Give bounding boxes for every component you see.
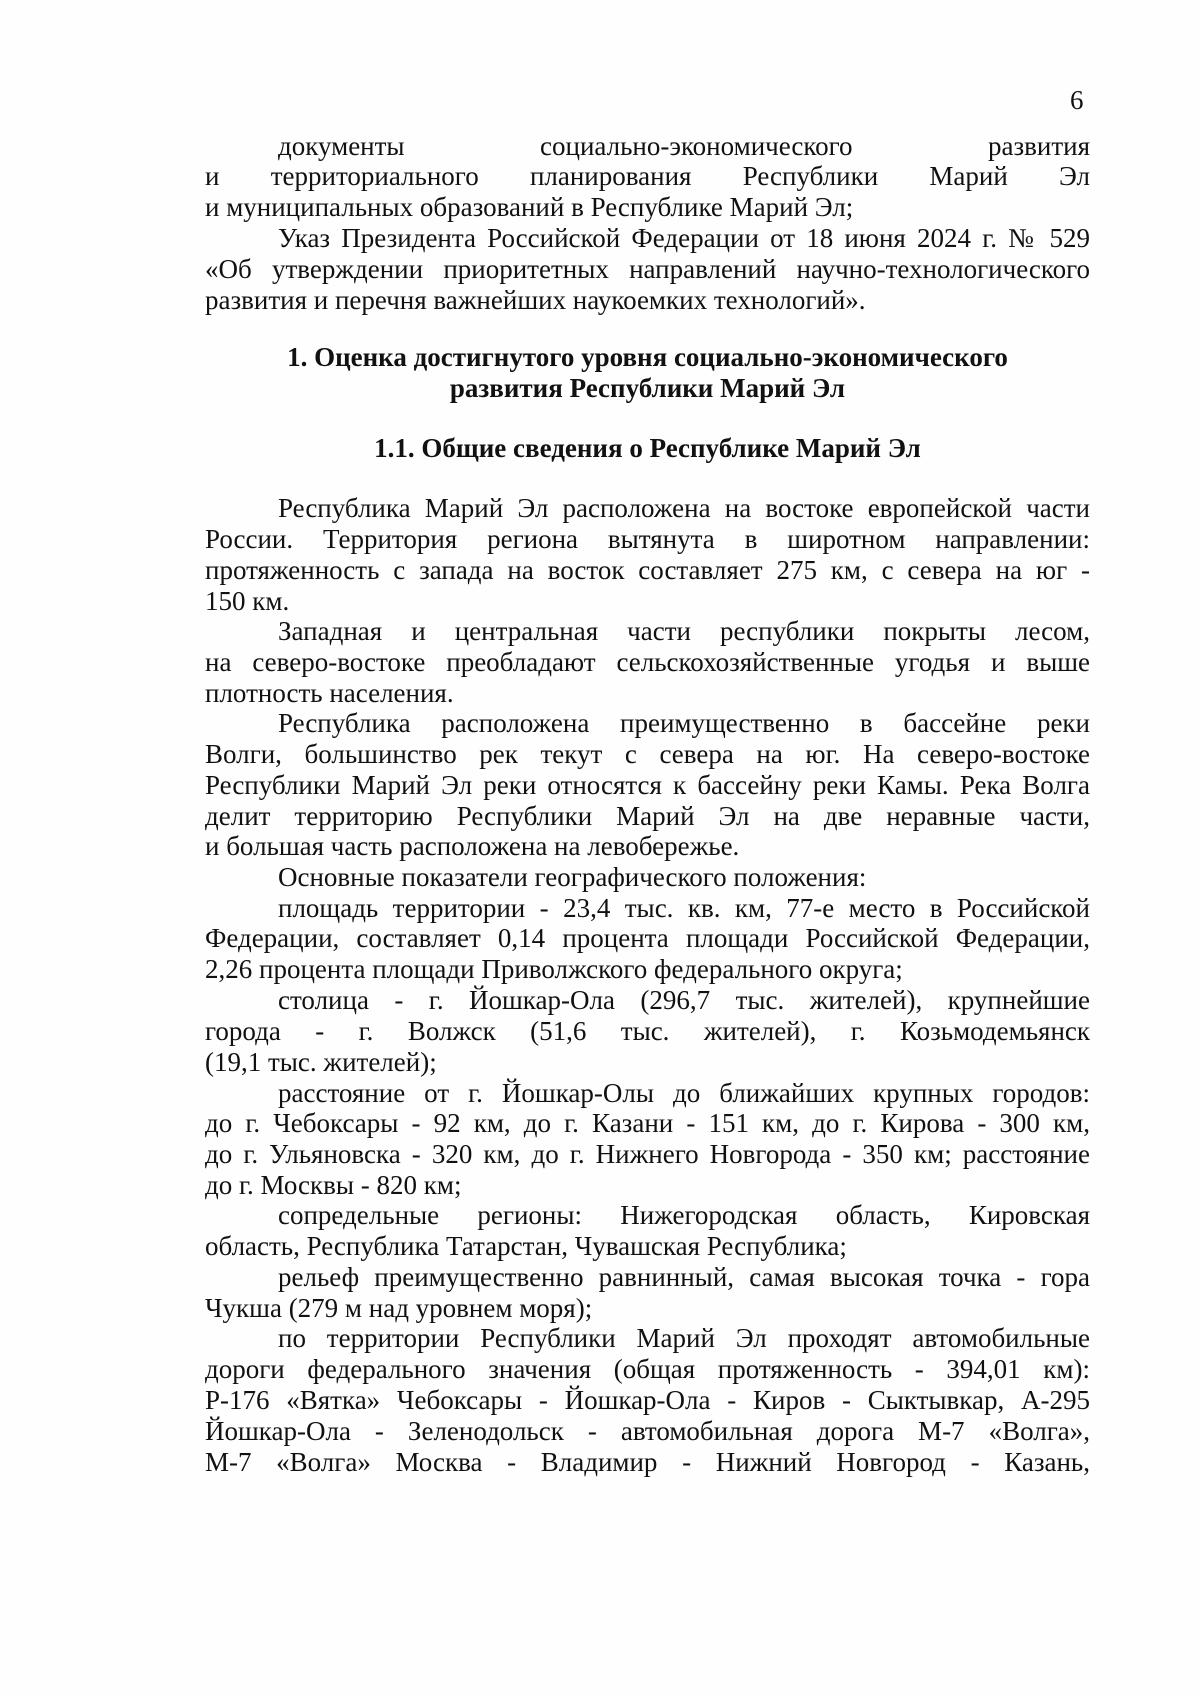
section-title: развития Республики Марий Эл xyxy=(449,373,846,403)
decree-line: «Об утверждении приоритетных направлений научно-технологического xyxy=(205,254,1090,284)
paragraph-line: Республики Марий Эл реки относятся к бассейну реки Камы. Река Волга xyxy=(205,770,1090,800)
paragraph-line: до г. Ульяновска - 320 км, до г. Нижнего Новгорода - 350 км; расстояние xyxy=(205,1139,1090,1169)
page-number: 6 xyxy=(1070,85,1084,115)
paragraph-line: города - г. Волжск (51,6 тыс. жителей), г. Козьмодемьянск xyxy=(205,1016,1090,1046)
paragraph-line: Основные показатели географического положения: xyxy=(278,862,867,892)
paragraph-line: Западная и центральная части республики покрыты лесом, xyxy=(278,616,1090,646)
paragraph-line: Республика Марий Эл расположена на востоке европейской части xyxy=(278,493,1090,523)
paragraph-line: область, Республика Татарстан, Чувашская Республика; xyxy=(205,1231,847,1261)
paragraph-line: плотность населения. xyxy=(205,678,454,708)
intro-line: и муниципальных образований в Республике Марий Эл; xyxy=(205,192,854,222)
paragraph-line: до г. Чебоксары - 92 км, до г. Казани - 151 км, до г. Кирова - 300 км, xyxy=(205,1108,1090,1138)
decree-line: развития и перечня важнейших наукоемких технологий». xyxy=(205,285,866,315)
paragraph-line: Федерации, составляет 0,14 процента площади Российской Федерации, xyxy=(205,923,1090,953)
paragraph-line: на северо-востоке преобладают сельскохозяйственные угодья и выше xyxy=(205,647,1090,677)
paragraph-line: расстояние от г. Йошкар-Олы до ближайших крупных городов: xyxy=(278,1078,1090,1108)
paragraph-line: площадь территории - 23,4 тыс. кв. км, 77-е место в Российской xyxy=(278,893,1090,923)
paragraph-line: и большая часть расположена на левобережье. xyxy=(205,831,740,861)
decree-line: Указ Президента Российской Федерации от 18 июня 2024 г. № 529 xyxy=(278,223,1090,253)
paragraph-line: М-7 «Волга» Москва - Владимир - Нижний Новгород - Казань, xyxy=(205,1447,1090,1477)
paragraph-line: Республика расположена преимущественно в бассейне реки xyxy=(278,708,1090,738)
paragraph-line: рельеф преимущественно равнинный, самая высокая точка - гора xyxy=(278,1262,1090,1292)
paragraph-line: 2,26 процента площади Приволжского федерального округа; xyxy=(205,954,903,984)
paragraph-line: Р-176 «Вятка» Чебоксары - Йошкар-Ола - Киров - Сыктывкар, А-295 xyxy=(205,1385,1090,1415)
paragraph-line: Йошкар-Ола - Зеленодольск - автомобильная дорога М-7 «Волга», xyxy=(205,1416,1090,1446)
paragraph-line: по территории Республики Марий Эл проходят автомобильные xyxy=(278,1323,1090,1353)
paragraph-line: сопредельные регионы: Нижегородская область, Кировская xyxy=(278,1200,1090,1230)
paragraph-line: протяженность с запада на восток составляет 275 км, с севера на юг - xyxy=(205,555,1090,585)
paragraph-line: дороги федерального значения (общая протяженность - 394,01 км): xyxy=(205,1354,1090,1384)
paragraph-line: (19,1 тыс. жителей); xyxy=(205,1047,437,1077)
paragraph-line: столица - г. Йошкар-Ола (296,7 тыс. жителей), крупнейшие xyxy=(278,985,1090,1015)
section-title: 1. Оценка достигнутого уровня социально-экономического xyxy=(287,342,1008,372)
intro-line: документы социально-экономического развития xyxy=(278,131,1090,161)
paragraph-line: делит территорию Республики Марий Эл на две неравные части, xyxy=(205,801,1090,831)
intro-line: и территориального планирования Республики Марий Эл xyxy=(205,161,1090,191)
paragraph-line: Чукша (279 м над уровнем моря); xyxy=(205,1293,593,1323)
paragraph-line: Волги, большинство рек текут с севера на юг. На северо-востоке xyxy=(205,739,1090,769)
paragraph-line: России. Территория региона вытянута в широтном направлении: xyxy=(205,524,1090,554)
paragraph-line: 150 км. xyxy=(205,586,290,616)
paragraph-line: до г. Москвы - 820 км; xyxy=(205,1170,462,1200)
subsection-title: 1.1. Общие сведения о Республике Марий Эл xyxy=(374,433,921,463)
